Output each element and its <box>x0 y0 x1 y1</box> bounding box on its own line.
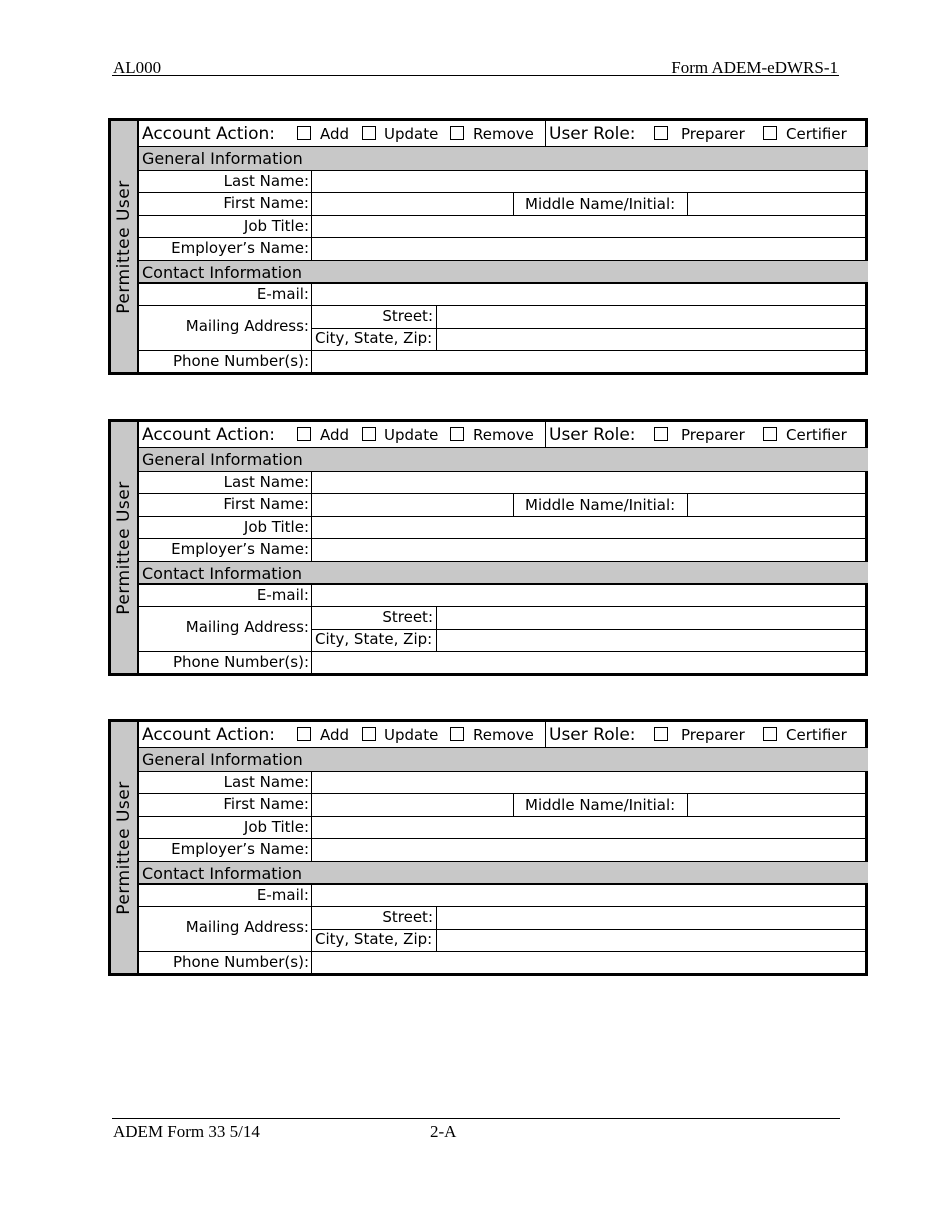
footer-rule <box>112 1118 840 1119</box>
employer-name-label: Employer’s Name: <box>171 840 309 858</box>
preparer-checkbox[interactable] <box>654 427 668 441</box>
job-title-label: Job Title: <box>243 217 309 235</box>
last-name-row <box>139 171 868 193</box>
divider <box>545 722 546 747</box>
mailing-address-row <box>139 306 868 351</box>
city-state-zip-label: City, State, Zip: <box>315 329 433 347</box>
side-label-bar <box>111 121 139 372</box>
divider <box>513 494 514 516</box>
general-information-title: General Information <box>142 450 303 469</box>
permittee-user-block <box>108 419 868 676</box>
header-form-id: AL000 <box>113 58 162 77</box>
remove-checkbox[interactable] <box>450 126 464 140</box>
divider <box>513 193 514 215</box>
side-label: Permittee User <box>114 180 134 314</box>
divider <box>311 494 312 516</box>
divider <box>436 607 437 651</box>
middle-name-label: Middle Name/Initial: <box>525 195 676 213</box>
last-name-label: Last Name: <box>223 473 309 491</box>
certifier-label: Certifier <box>786 426 847 444</box>
divider <box>311 238 312 260</box>
footer-page-number: 2-A <box>430 1122 457 1141</box>
update-checkbox[interactable] <box>362 126 376 140</box>
email-row <box>139 585 868 607</box>
divider <box>311 772 312 793</box>
side-label: Permittee User <box>114 781 134 915</box>
add-checkbox[interactable] <box>297 126 311 140</box>
account-action-row <box>139 422 868 448</box>
divider <box>687 494 688 516</box>
remove-label: Remove <box>473 426 534 444</box>
divider <box>311 284 312 305</box>
last-name-row <box>139 772 868 794</box>
certifier-label: Certifier <box>786 125 847 143</box>
last-name-label: Last Name: <box>223 773 309 791</box>
email-label: E-mail: <box>256 586 309 604</box>
divider <box>311 794 312 816</box>
general-information-header <box>139 147 868 171</box>
add-label: Add <box>320 426 350 444</box>
preparer-label: Preparer <box>681 426 745 444</box>
divider <box>311 952 312 973</box>
phone-number-label: Phone Number(s): <box>172 653 309 671</box>
form-grid <box>139 422 868 673</box>
divider <box>311 517 312 538</box>
form-grid <box>139 722 868 973</box>
middle-name-label: Middle Name/Initial: <box>525 796 676 814</box>
phone-number-row <box>139 652 868 673</box>
divider <box>687 794 688 816</box>
add-label: Add <box>320 125 350 143</box>
employer-name-label: Employer’s Name: <box>171 540 309 558</box>
contact-information-title: Contact Information <box>142 564 302 583</box>
contact-information-title: Contact Information <box>142 263 302 282</box>
general-information-header <box>139 448 868 472</box>
general-information-header <box>139 748 868 772</box>
email-row <box>139 284 868 306</box>
mailing-address-label: Mailing Address: <box>185 618 309 636</box>
side-label-bar <box>111 722 139 973</box>
update-label: Update <box>384 125 439 143</box>
contact-information-header <box>139 562 868 585</box>
user-role-label: User Role: <box>549 124 636 144</box>
employer-name-label: Employer’s Name: <box>171 239 309 257</box>
permittee-user-block <box>108 118 868 375</box>
employer-name-row <box>139 539 868 562</box>
general-information-title: General Information <box>142 750 303 769</box>
remove-checkbox[interactable] <box>450 727 464 741</box>
employer-name-row <box>139 839 868 862</box>
street-label: Street: <box>382 608 433 626</box>
job-title-row <box>139 817 868 839</box>
footer-form-number: ADEM Form 33 5/14 <box>113 1122 260 1141</box>
divider <box>545 121 546 146</box>
first-name-label: First Name: <box>223 795 309 813</box>
middle-name-label: Middle Name/Initial: <box>525 496 676 514</box>
divider <box>436 306 437 350</box>
employer-name-row <box>139 238 868 261</box>
divider <box>311 193 312 215</box>
email-row <box>139 885 868 907</box>
city-state-zip-label: City, State, Zip: <box>315 930 433 948</box>
preparer-checkbox[interactable] <box>654 126 668 140</box>
city-state-zip-label: City, State, Zip: <box>315 630 433 648</box>
divider <box>311 585 312 606</box>
account-action-row <box>139 121 868 147</box>
divider <box>513 794 514 816</box>
mailing-address-row <box>139 607 868 652</box>
phone-number-row <box>139 952 868 973</box>
header-rule <box>112 75 839 76</box>
last-name-label: Last Name: <box>223 172 309 190</box>
first-name-label: First Name: <box>223 495 309 513</box>
contact-information-title: Contact Information <box>142 864 302 883</box>
user-role-label: User Role: <box>549 725 636 745</box>
update-label: Update <box>384 726 439 744</box>
divider <box>687 193 688 215</box>
divider <box>311 839 312 861</box>
side-label: Permittee User <box>114 481 134 615</box>
phone-number-label: Phone Number(s): <box>172 953 309 971</box>
job-title-row <box>139 517 868 539</box>
add-checkbox[interactable] <box>297 727 311 741</box>
last-name-row <box>139 472 868 494</box>
header-form-title: Form ADEM-eDWRS-1 <box>671 58 838 77</box>
first-name-row <box>139 794 868 817</box>
divider <box>311 171 312 192</box>
divider <box>311 652 312 673</box>
divider <box>311 351 312 372</box>
remove-label: Remove <box>473 125 534 143</box>
street-label: Street: <box>382 307 433 325</box>
divider <box>311 472 312 493</box>
contact-information-header <box>139 261 868 284</box>
first-name-label: First Name: <box>223 194 309 212</box>
email-label: E-mail: <box>256 285 309 303</box>
preparer-label: Preparer <box>681 125 745 143</box>
permittee-user-block <box>108 719 868 976</box>
street-label: Street: <box>382 908 433 926</box>
mailing-address-label: Mailing Address: <box>185 317 309 335</box>
divider <box>436 907 437 951</box>
side-label-bar <box>111 422 139 673</box>
phone-number-row <box>139 351 868 372</box>
user-role-label: User Role: <box>549 425 636 445</box>
certifier-label: Certifier <box>786 726 847 744</box>
remove-checkbox[interactable] <box>450 427 464 441</box>
general-information-title: General Information <box>142 149 303 168</box>
preparer-checkbox[interactable] <box>654 727 668 741</box>
job-title-label: Job Title: <box>243 818 309 836</box>
account-action-row <box>139 722 868 748</box>
mailing-address-label: Mailing Address: <box>185 918 309 936</box>
phone-number-label: Phone Number(s): <box>172 352 309 370</box>
remove-label: Remove <box>473 726 534 744</box>
update-checkbox[interactable] <box>362 427 376 441</box>
divider <box>545 422 546 447</box>
divider <box>311 539 312 561</box>
divider <box>311 216 312 237</box>
account-action-label: Account Action: <box>142 725 276 745</box>
update-label: Update <box>384 426 439 444</box>
job-title-label: Job Title: <box>243 518 309 536</box>
first-name-row <box>139 193 868 216</box>
certifier-checkbox[interactable] <box>763 727 777 741</box>
contact-information-header <box>139 862 868 885</box>
divider <box>311 885 312 906</box>
mailing-address-row <box>139 907 868 952</box>
email-label: E-mail: <box>256 886 309 904</box>
job-title-row <box>139 216 868 238</box>
account-action-label: Account Action: <box>142 124 276 144</box>
first-name-row <box>139 494 868 517</box>
divider <box>311 817 312 838</box>
update-checkbox[interactable] <box>362 727 376 741</box>
certifier-checkbox[interactable] <box>763 126 777 140</box>
account-action-label: Account Action: <box>142 425 276 445</box>
add-label: Add <box>320 726 350 744</box>
preparer-label: Preparer <box>681 726 745 744</box>
add-checkbox[interactable] <box>297 427 311 441</box>
form-grid <box>139 121 868 372</box>
certifier-checkbox[interactable] <box>763 427 777 441</box>
